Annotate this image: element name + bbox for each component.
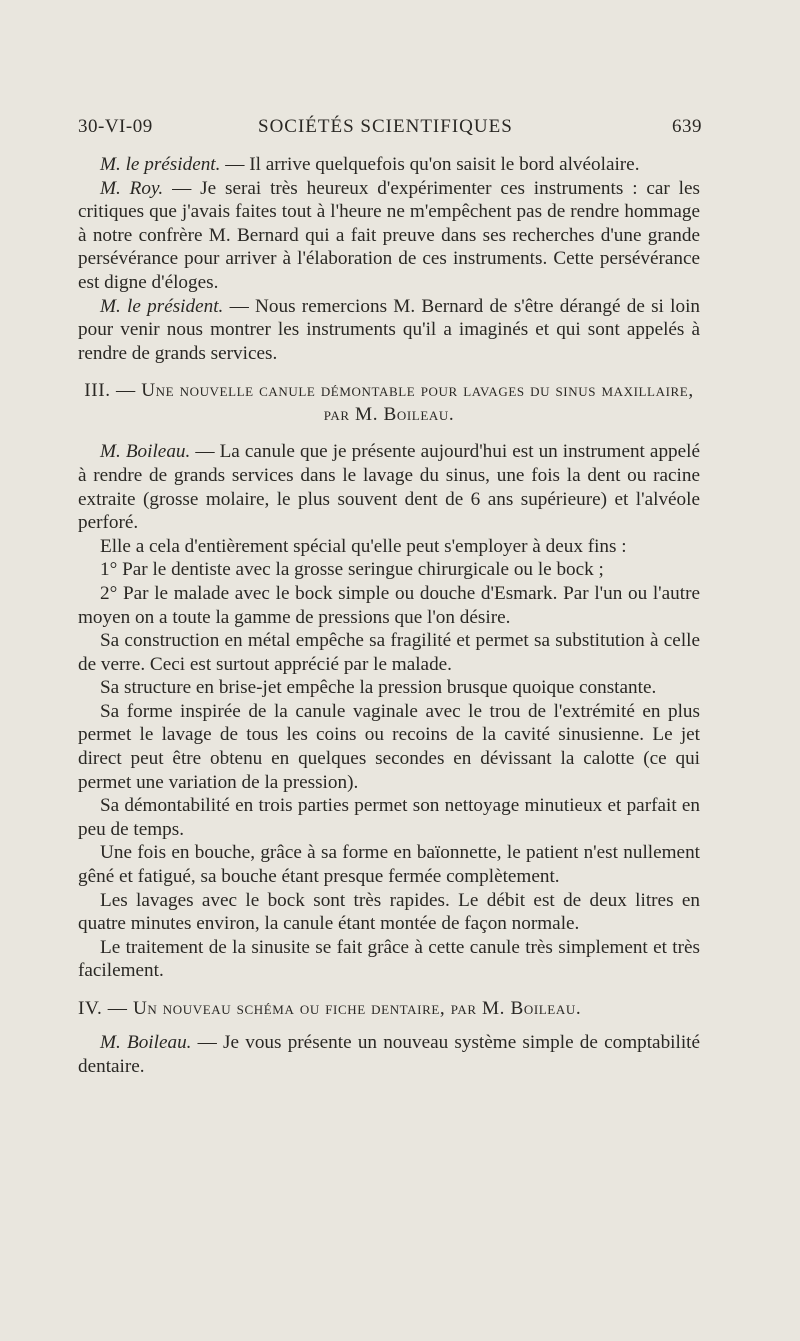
paragraph-text: — Il arrive quelquefois qu'on saisit le bord alvéolaire. [220,154,640,175]
paragraph: Elle a cela d'entièrement spécial qu'elle peut s'employer à deux fins : [100,535,627,557]
paragraph-text: — Je serai très heureux d'expérimenter ces instruments : car les critiques que j'avais faites tout à l'heure ne m'empêchent pas de rendre hommage à notre confrère M. Bernard qui a fait preuve dans ses recherches d'une grande persévérance pour arriver à l'élaboration de ces instruments. Cette persévérance est digne d'éloges. [78,177,700,293]
paragraph: Sa construction en métal empêche sa fragilité et permet sa substitution à celle de verre. Ceci est surtout apprécié par le malade. [78,630,700,675]
speaker-name: M. le président. [100,154,221,175]
section-heading-3: III. — Une nouvelle canule démontable pour lavages du sinus maxillaire, par M. Boileau. [84,380,694,426]
paragraph [78,177,700,295]
speaker-name: M. Boileau. [100,441,191,463]
paragraph-text: — Je vous présente un nouveau système simple de comptabilité dentaire. [78,1032,701,1077]
paragraph: Une fois en bouche, grâce à sa forme en baïonnette, le patient n'est nullement gêné et fatigué, sa bouche étant presque fermée complètement. [78,842,700,888]
paragraph: 2° Par le malade avec le bock simple ou douche d'Esmark. Par l'un ou l'autre moyen on a toute la gamme de pressions que l'on désire. [78,582,700,628]
section-heading-4: IV. — Un nouveau schéma ou fiche dentaire, par M. Boileau. [78,998,582,1019]
paragraph: Les lavages avec le bock sont très rapides. Le débit est de deux litres en quatre minutes environ, la canule étant montée de façon normale. [78,889,700,935]
header-date: 30-VI-09 [78,116,153,137]
paragraph: 1° Par le dentiste avec la grosse seringue chirurgicale ou le bock ; [100,559,604,581]
paragraph [78,440,700,534]
paragraph [78,153,700,177]
paragraph [78,1031,700,1078]
speaker-name: M. Roy. [100,177,164,199]
page-body [78,153,700,1078]
speaker-name: M. Boileau. [100,1032,192,1053]
paragraph: Le traitement de la sinusite se fait grâce à cette canule très simplement et très facilement. [78,936,700,982]
header-title: SOCIÉTÉS SCIENTIFIQUES [258,116,513,137]
paragraph: Sa démontabilité en trois parties permet son nettoyage minutieux et parfait en peu de temps. [78,795,700,840]
paragraph: Sa structure en brise-jet empêche la pression brusque quoique constante. [100,677,657,699]
paragraph-text: — La canule que je présente aujourd'hui est un instrument appelé à rendre de grands services dans le lavage du sinus, une fois la dent ou racine extraite (grosse molaire, le plus souvent dent de 6 ans supérieure) et l'alvéole perforé. [78,441,700,534]
page-number: 639 [672,116,702,137]
paragraph-text: — Nous remercions M. Bernard de s'être dérangé de si loin pour venir nous montrer les instruments qu'il a imaginés et qui sont appelés à rendre de grands services. [78,295,700,364]
paragraph: Sa forme inspirée de la canule vaginale avec le trou de l'extrémité en plus permet le lavage de tous les coins ou recoins de la cavité sinusienne. Le jet direct peut être obtenu en quelques secondes en dévissant la calotte (ce qui permet une variation de la pression). [78,700,700,793]
speaker-name: M. le président. [100,295,224,317]
paragraph [78,295,700,366]
